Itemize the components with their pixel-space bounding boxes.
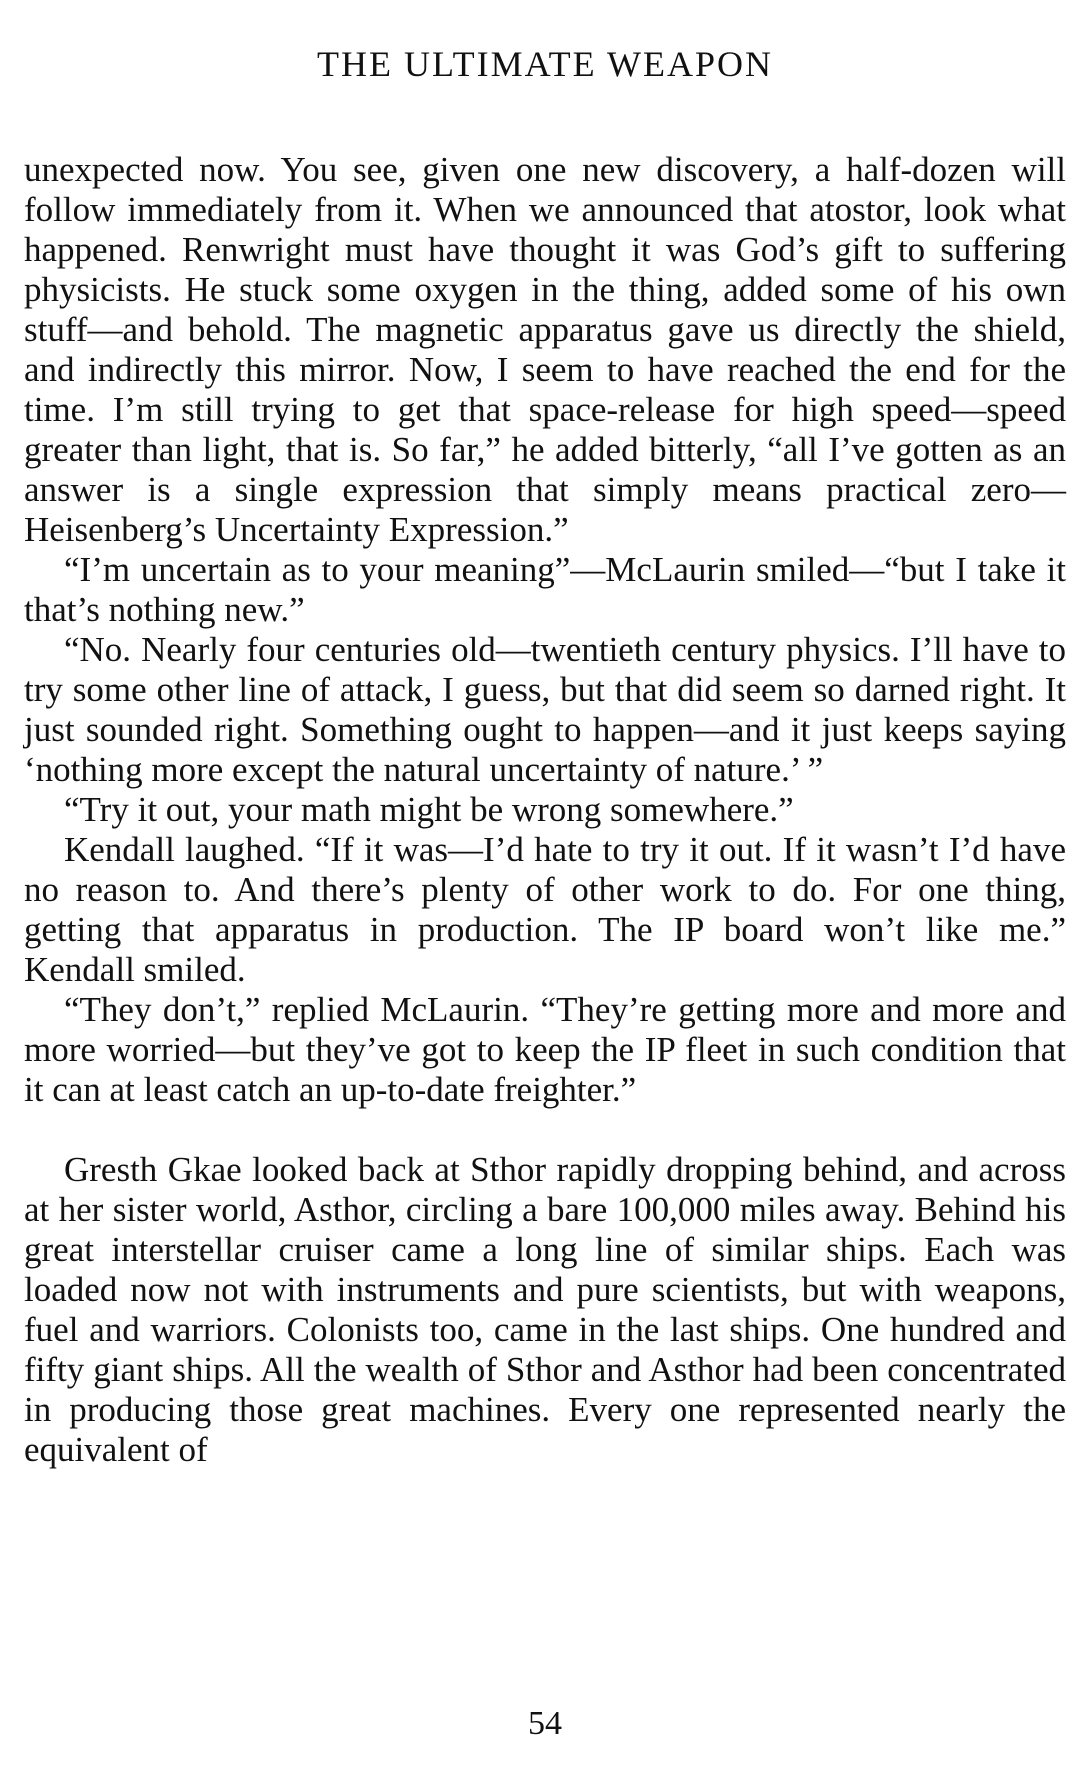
paragraph-kendall-four-centuries: “No. Nearly four centuries old—twentieth century physics. I’ll have to try some other line of attack, I guess, but that did seem so darned right. It just sounded right. Something ought to happen—and it just keeps saying ‘nothing more except the natural uncertainty of nature.’ ” xyxy=(24,630,1066,789)
paragraph-continued: unexpected now. You see, given one new discovery, a half-dozen will follow immediately from it. When we announced that atostor, look what happened. Renwright must have thought it was God’s gift to suffering physicists. He stuck some oxygen in the thing, added some of his own stuff—and behold. The magnetic apparatus gave us directly the shield, and indirectly this mirror. Now, I seem to have reached the end for the time. I’m still trying to get that space-release for high speed—speed greater than light, that is. So far,” he added bitterly, “all I’ve gotten as an answer is a single expression that simply means practical zero—Heisenberg’s Uncertainty Expression.” xyxy=(24,150,1066,549)
running-head: THE ULTIMATE WEAPON xyxy=(317,44,773,84)
paragraph-gresth-gkae: Gresth Gkae looked back at Sthor rapidly dropping behind, and across at her sister world, Asthor, circling a bare 100,000 miles away. Behind his great interstellar cruiser came a long line of similar ships. Each was loaded now not with instruments and pure scientists, but with weapons, fuel and warriors. Colonists too, came in the last ships. One hundred and fifty giant ships. All the wealth of Sthor and Asthor had been concentrated in producing those great machines. Every one represented nearly the equivalent of xyxy=(24,1150,1066,1469)
page-number: 54 xyxy=(528,1705,562,1742)
paragraph-kendall-laughed: Kendall laughed. “If it was—I’d hate to try it out. If it wasn’t I’d have no reason to. And there’s plenty of other work to do. For one thing, getting that apparatus in production. The IP board won’t like me.” Kendall smiled. xyxy=(24,830,1066,989)
paragraph-try-it-out: “Try it out, your math might be wrong somewhere.” xyxy=(64,790,794,829)
book-page xyxy=(24,44,1066,1744)
paragraph-mclaurin-reply: “I’m uncertain as to your meaning”—McLaurin smiled—“but I take it that’s nothing new.” xyxy=(24,550,1066,629)
paragraph-they-dont: “They don’t,” replied McLaurin. “They’re getting more and more and more worried—but they’ve got to keep the IP fleet in such condition that it can at least catch an up-to-date freighter.” xyxy=(24,990,1066,1109)
body-text xyxy=(24,150,1066,1470)
